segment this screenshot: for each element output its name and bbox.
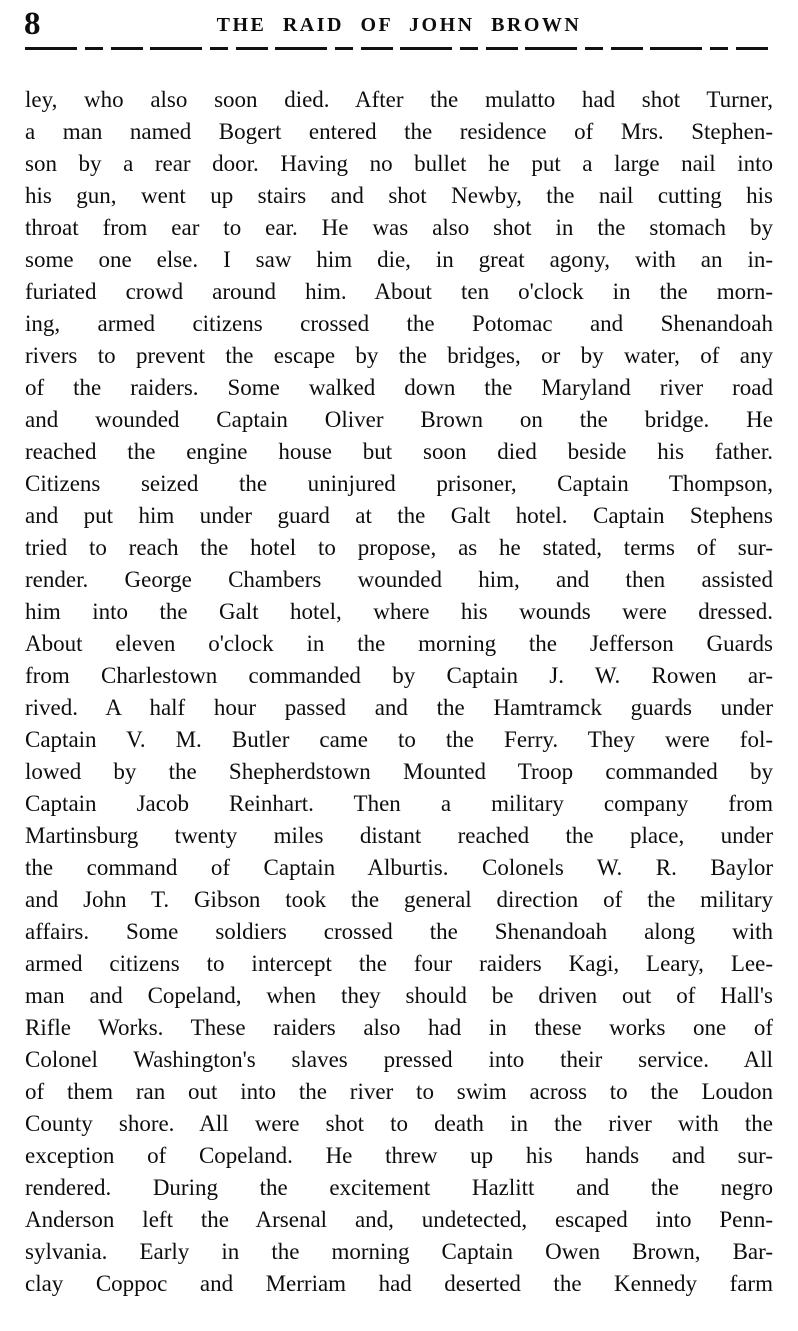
text-line: and put him under guard at the Galt hotel. Captain Stephens — [25, 503, 773, 528]
text-line: Captain V. M. Butler came to the Ferry. They were fol- — [25, 727, 773, 752]
text-line: of the raiders. Some walked down the Maryland river road — [25, 375, 773, 400]
text-line: render. George Chambers wounded him, and then assisted — [25, 567, 773, 592]
text-line: reached the engine house but soon died beside his father. — [25, 439, 773, 464]
text-line: sylvania. Early in the morning Captain Owen Brown, Bar- — [25, 1239, 773, 1264]
text-line: from Charlestown commanded by Captain J. W. Rowen ar- — [25, 663, 773, 688]
text-line: About eleven o'clock in the morning the Jefferson Guards — [25, 631, 773, 656]
body-text — [25, 84, 773, 1300]
text-line: man and Copeland, when they should be driven out of Hall's — [25, 983, 773, 1008]
text-line: rivers to prevent the escape by the bridges, or by water, of any — [25, 343, 773, 368]
text-line: him into the Galt hotel, where his wounds were dressed. — [25, 599, 773, 624]
text-line: furiated crowd around him. About ten o'clock in the morn- — [25, 279, 773, 304]
text-line: his gun, went up stairs and shot Newby, the nail cutting his — [25, 183, 773, 208]
text-line: affairs. Some soldiers crossed the Shenandoah along with — [25, 919, 773, 944]
text-line: tried to reach the hotel to propose, as he stated, terms of sur- — [25, 535, 773, 560]
text-line: clay Coppoc and Merriam had deserted the Kennedy farm — [25, 1271, 773, 1296]
text-line: County shore. All were shot to death in the river with the — [25, 1111, 773, 1136]
text-line: and wounded Captain Oliver Brown on the bridge. He — [25, 407, 773, 432]
running-title: THE RAID OF JOHN BROWN — [216, 14, 582, 36]
text-line: lowed by the Shepherdstown Mounted Troop commanded by — [25, 759, 773, 784]
text-line: rendered. During the excitement Hazlitt and the negro — [25, 1175, 773, 1200]
text-line: the command of Captain Alburtis. Colonels W. R. Baylor — [25, 855, 773, 880]
header-rule — [25, 47, 774, 50]
text-line: ing, armed citizens crossed the Potomac and Shenandoah — [25, 311, 773, 336]
page-number: 8 — [24, 6, 41, 42]
text-line: Colonel Washington's slaves pressed into their service. All — [25, 1047, 773, 1072]
text-line: a man named Bogert entered the residence of Mrs. Stephen- — [25, 119, 773, 144]
text-line: Rifle Works. These raiders also had in these works one of — [25, 1015, 773, 1040]
text-line: Anderson left the Arsenal and, undetected, escaped into Penn- — [25, 1207, 773, 1232]
text-line: throat from ear to ear. He was also shot in the stomach by — [25, 215, 773, 240]
text-line: son by a rear door. Having no bullet he put a large nail into — [25, 151, 773, 176]
text-line: armed citizens to intercept the four raiders Kagi, Leary, Lee- — [25, 951, 773, 976]
text-line: rived. A half hour passed and the Hamtramck guards under — [25, 695, 773, 720]
text-line: some one else. I saw him die, in great agony, with an in- — [25, 247, 773, 272]
text-line: Captain Jacob Reinhart. Then a military company from — [25, 791, 773, 816]
text-line: exception of Copeland. He threw up his hands and sur- — [25, 1143, 773, 1168]
text-line: ley, who also soon died. After the mulatto had shot Turner, — [25, 87, 773, 112]
text-line: Martinsburg twenty miles distant reached the place, under — [25, 823, 773, 848]
text-line: and John T. Gibson took the general direction of the military — [25, 887, 773, 912]
text-line: Citizens seized the uninjured prisoner, Captain Thompson, — [25, 471, 773, 496]
text-line: of them ran out into the river to swim across to the Loudon — [25, 1079, 773, 1104]
